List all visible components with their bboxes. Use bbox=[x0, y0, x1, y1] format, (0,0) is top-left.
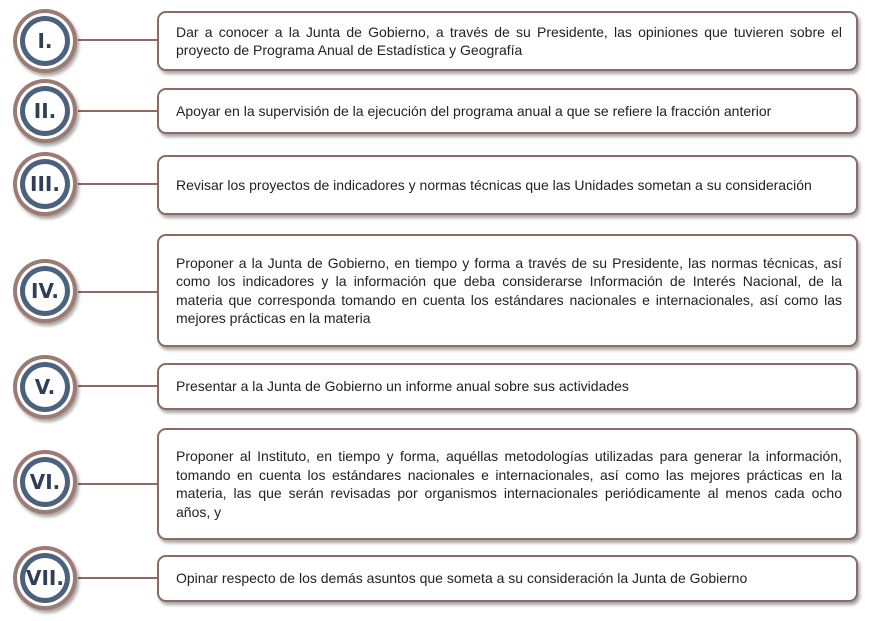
numeral-badge bbox=[13, 259, 77, 323]
item-box bbox=[157, 234, 858, 347]
numeral-badge bbox=[13, 546, 77, 610]
numeral-label: IV. bbox=[25, 271, 65, 311]
numeral-badge bbox=[13, 355, 77, 419]
numeral-label: VII. bbox=[25, 558, 65, 598]
item-box bbox=[157, 88, 858, 134]
connector-line bbox=[78, 183, 158, 185]
numeral-label: III. bbox=[25, 164, 65, 204]
item-text: Apoyar en la supervisión de la ejecución del programa anual a que se refiere la fracción anterior bbox=[176, 102, 772, 119]
list-item bbox=[0, 79, 877, 143]
list-item bbox=[0, 355, 877, 419]
numeral-label: V. bbox=[25, 367, 65, 407]
numeral-label: I. bbox=[25, 21, 65, 61]
connector-line bbox=[78, 291, 158, 293]
item-text: Opinar respecto de los demás asuntos que someta a su consideración la Junta de Gobierno bbox=[176, 570, 748, 587]
numeral-badge bbox=[13, 9, 77, 73]
connector-line bbox=[78, 110, 158, 112]
list-item bbox=[0, 425, 877, 541]
connector-line bbox=[78, 39, 158, 41]
item-text: Proponer al Instituto, en tiempo y forma, aquéllas metodologías utilizadas para generar la información, tomando en cuenta los estándares nacionales e internacionales, así como las mejores prácticas en la materia, las que serán revisadas por organismos internacionales periódicamente al menos cada ocho años, y bbox=[176, 448, 842, 520]
connector-line bbox=[78, 577, 158, 579]
item-text: Dar a conocer a la Junta de Gobierno, a través de su Presidente, las opiniones que tuvieren sobre el proyecto de Programa Anual de Estadística y Geografía bbox=[176, 23, 842, 58]
item-box bbox=[157, 428, 858, 540]
numeral-badge bbox=[13, 450, 77, 514]
item-text: Presentar a la Junta de Gobierno un informe anual sobre sus actividades bbox=[176, 378, 629, 395]
item-box bbox=[157, 11, 858, 71]
list-item bbox=[0, 150, 877, 216]
connector-line bbox=[78, 483, 158, 485]
item-text: Revisar los proyectos de indicadores y normas técnicas que las Unidades sometan a su consideración bbox=[176, 176, 812, 193]
list-item bbox=[0, 234, 877, 348]
numeral-badge bbox=[13, 152, 77, 216]
item-box bbox=[157, 155, 858, 215]
numeral-label: VI. bbox=[25, 462, 65, 502]
list-item bbox=[0, 9, 877, 71]
item-text: Proponer a la Junta de Gobierno, en tiempo y forma a través de su Presidente, las normas técnicas, así como los indicadores y la información que deba considerarse Información de Interés Nacional, de la materia que corresponda tomando en cuenta los estándares nacionales e internacionales, así como las mejores prácticas en la materia bbox=[176, 254, 842, 326]
item-box bbox=[157, 555, 858, 602]
list-item bbox=[0, 546, 877, 614]
connector-line bbox=[78, 385, 158, 387]
numeral-label: II. bbox=[25, 91, 65, 131]
numeral-badge bbox=[13, 79, 77, 143]
item-box bbox=[157, 363, 858, 410]
